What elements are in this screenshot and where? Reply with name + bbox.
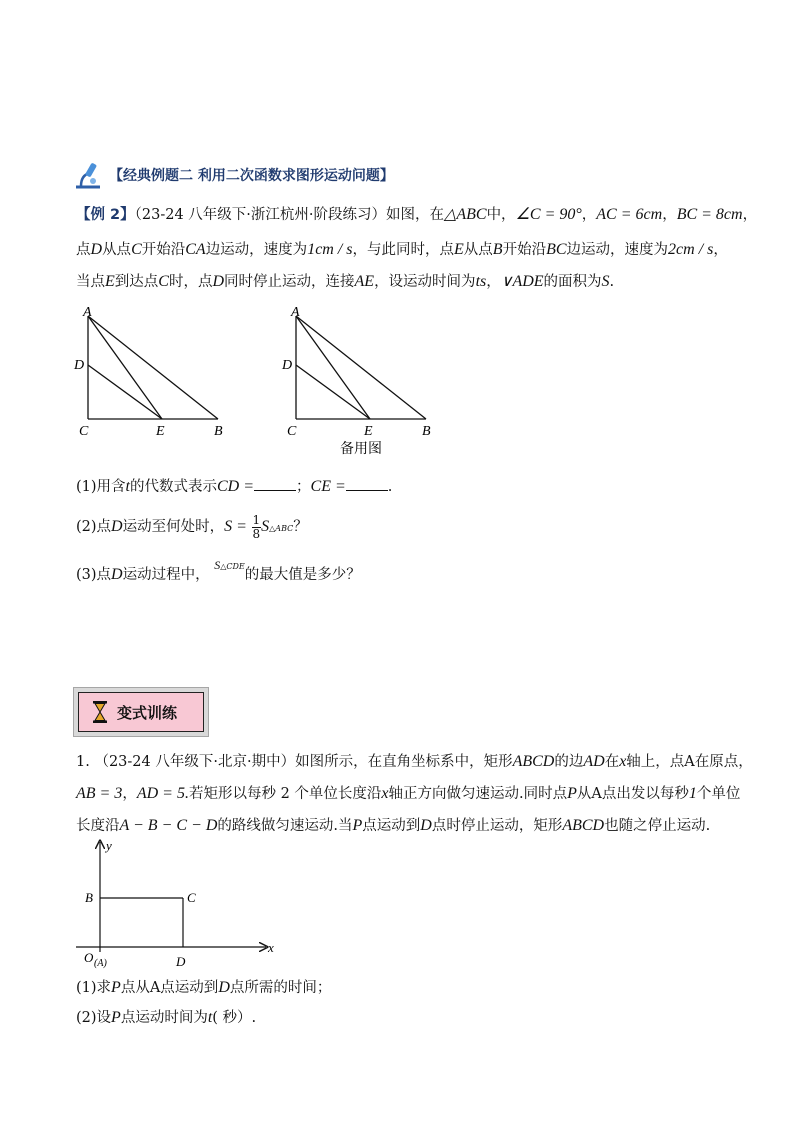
triangle-figure-1 (70, 302, 240, 442)
label-a: A (291, 305, 300, 320)
label-c: C (79, 424, 89, 439)
triangle-figure-2 (278, 302, 448, 462)
label-e: E (156, 424, 165, 439)
label-c: C (187, 890, 196, 905)
label-e: E (364, 424, 373, 439)
figure-caption: 备用图 (340, 441, 382, 457)
label-b: B (214, 424, 223, 439)
example-line-3: 当点E到达点C时，点D同时停止运动，连接AE，设运动时间为ts，∨ADE的面积为S. (76, 273, 615, 290)
problem-1-question-2: (2)设P点运动时间为t( 秒）. (76, 1009, 257, 1026)
label-b: B (85, 890, 93, 905)
example-label: 【例 2】 (76, 207, 135, 223)
practice-title: 变式训练 (117, 703, 178, 722)
coordinate-figure (70, 836, 285, 974)
question-3: (3)点D运动过程中， S△CDE的最大值是多少？ (76, 560, 361, 592)
segment-de (296, 365, 370, 419)
question-2: (2)点D运动至何处时，S = $\frac{1}{8}$ S△ABC？ (76, 512, 308, 541)
label-a: (A) (94, 958, 107, 969)
label-a: A (83, 305, 92, 320)
problem-1-line-2: AB = 3，AD = 5.若矩形以每秒 2 个单位长度沿x轴正方向做匀速运动.同时点P从A点出发以每秒1个单位 (76, 785, 741, 802)
label-d: D (282, 358, 293, 373)
fraction-one-eighth: $\frac{1}{8}$ (252, 512, 261, 541)
microscope-icon (73, 161, 103, 189)
segment-ae (88, 316, 162, 419)
problem-1-question-1: (1)求P点从A点运动到D点所需的时间； (76, 979, 332, 996)
question-1: (1)用含t的代数式表示CD = ；CE = . (76, 478, 393, 495)
segment-de (88, 365, 162, 419)
side-ab (296, 316, 426, 419)
example-line-1: 【例 2】（23-24 八年级下·浙江杭州·阶段练习）如图，在△ABC中，∠C = 90°，AC = 6cm，BC = 8cm， (76, 206, 758, 223)
label-o: O (84, 950, 94, 965)
practice-box (73, 687, 209, 737)
label-y: y (106, 838, 112, 853)
label-d: D (176, 954, 186, 969)
example-line-2: 点D从点C开始沿CA边运动，速度为1cm / s，与此同时，点E从点B开始沿BC边运动，速度为2cm / s， (76, 241, 728, 258)
answer-blank-ce[interactable] (346, 476, 388, 491)
label-b: B (422, 424, 431, 439)
problem-1-line-1: 1. （23-24 八年级下·北京·期中）如图所示，在直角坐标系中，矩形ABCD的边AD在x轴上，点A在原点， (76, 753, 753, 770)
problem-1-line-3: 长度沿A − B − C − D的路线做匀速运动.当P点运动到D点时停止运动，矩形ABCD也随之停止运动. (76, 817, 711, 834)
hourglass-icon (93, 701, 107, 723)
segment-ae (296, 316, 370, 419)
s-cde: S△CDE (214, 558, 245, 572)
label-x: x (268, 940, 274, 955)
section-header (73, 160, 394, 190)
label-d: D (74, 358, 85, 373)
side-ab (88, 316, 218, 419)
section-title: 【经典例题二 利用二次函数求图形运动问题】 (109, 168, 394, 184)
answer-blank-cd[interactable] (254, 476, 296, 491)
label-c: C (287, 424, 297, 439)
